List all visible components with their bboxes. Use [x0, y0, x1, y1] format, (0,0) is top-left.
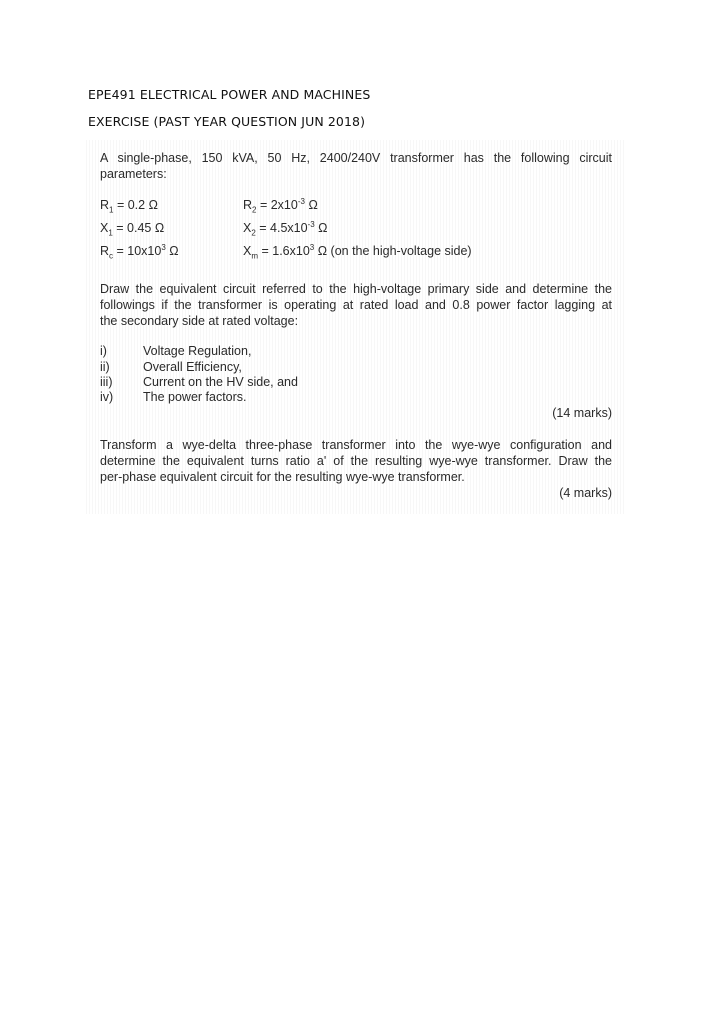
param-r1: $R_1 = 0.2$ Ω	[100, 198, 158, 215]
item-text: Overall Efficiency,	[143, 360, 242, 374]
param-x2: $X_2 = 4.5x10^{-3}$ Ω	[243, 219, 328, 238]
param-r2: $R_2 = 2x10^{-3}$ Ω	[243, 196, 318, 215]
question2-marks: (4 marks)	[559, 486, 612, 500]
intro-line-2: parameters:	[100, 167, 167, 181]
course-title: EPE491 ELECTRICAL POWER AND MACHINES	[88, 87, 371, 102]
param-x1: $X_1 = 0.45$ Ω	[100, 221, 165, 238]
question2-text	[100, 437, 612, 485]
param-xm: $X_m = 1.6x10^3$ Ω (on the high-voltage side)	[243, 242, 472, 261]
task-line-3: the secondary side at rated voltage:	[100, 314, 299, 328]
question1-marks: (14 marks)	[552, 406, 612, 420]
item-numeral: iii)	[100, 375, 113, 389]
q2-line-1: Transform a wye-delta three-phase transformer into the wye-wye configuration and	[100, 438, 612, 452]
intro-line-1: A single-phase, 150 kVA, 50 Hz, 2400/240V transformer has the following circuit	[100, 151, 612, 165]
item-numeral: ii)	[100, 360, 110, 374]
q2-line-3: per-phase equivalent circuit for the resulting wye-wye transformer.	[100, 470, 465, 484]
task-line-2: followings if the transformer is operating at rated load and 0.8 power factor lagging at	[100, 298, 612, 312]
exercise-title: EXERCISE (PAST YEAR QUESTION JUN 2018)	[88, 114, 366, 129]
item-numeral: iv)	[100, 390, 114, 404]
param-rc: $R_c = 10x10^3$ Ω	[100, 242, 179, 261]
item-text: The power factors.	[143, 390, 247, 404]
item-text: Current on the HV side, and	[143, 375, 298, 389]
question1-task	[100, 281, 612, 329]
item-text: Voltage Regulation,	[143, 344, 252, 358]
task-line-1: Draw the equivalent circuit referred to the high-voltage primary side and determine the	[100, 282, 612, 296]
item-numeral: i)	[100, 344, 107, 358]
q2-line-2: determine the equivalent turns ratio a' of the resulting wye-wye transformer. Draw the	[100, 454, 612, 468]
question1-intro	[100, 150, 612, 182]
